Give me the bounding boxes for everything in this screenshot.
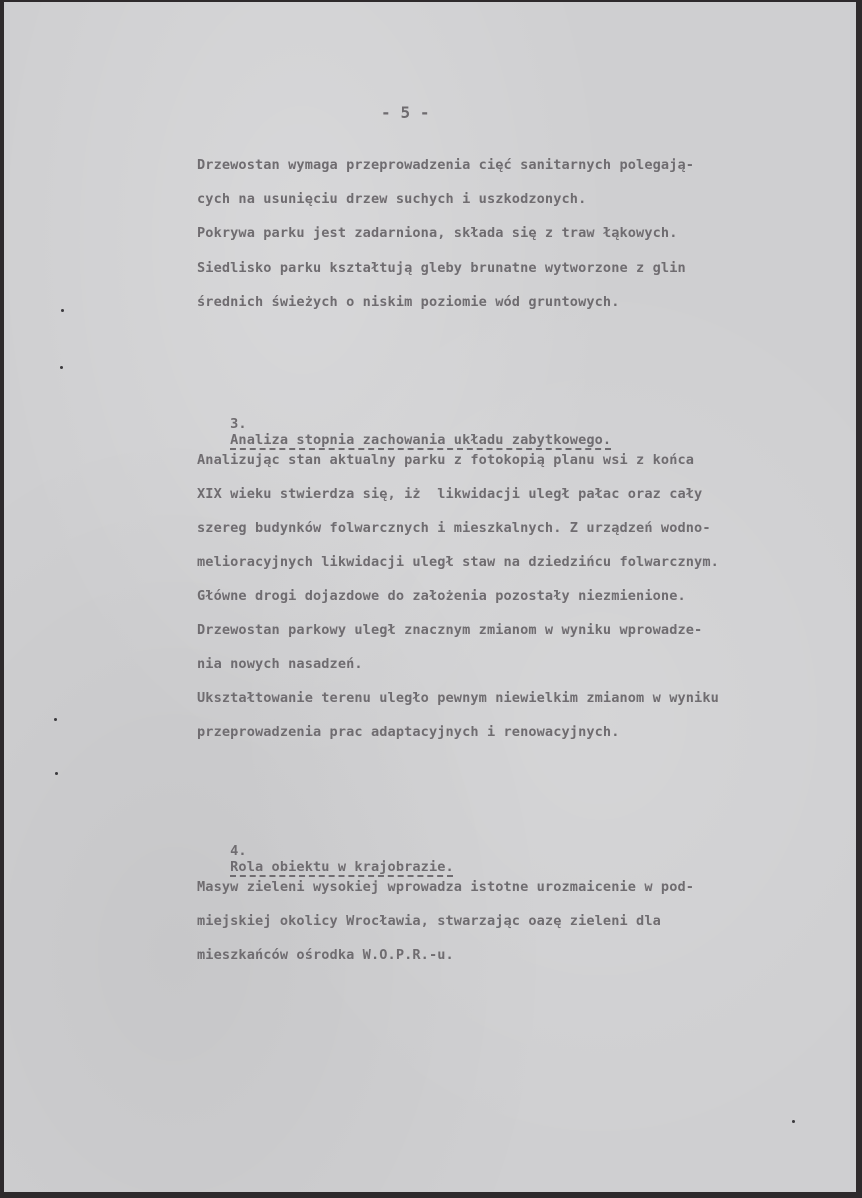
page-number: - 5 - bbox=[381, 103, 430, 122]
paper-speck bbox=[792, 1120, 795, 1123]
text-line: Główne drogi dojazdowe do założenia pozostały niezmienione. bbox=[197, 588, 686, 604]
text-line: Ukształtowanie terenu uległo pewnym niewielkim zmianom w wyniku bbox=[197, 690, 719, 706]
paper-speck bbox=[61, 309, 64, 312]
text-line: nia nowych nasadzeń. bbox=[197, 656, 363, 672]
section-number: 4. bbox=[230, 843, 247, 859]
text-line: przeprowadzenia prac adaptacyjnych i renowacyjnych. bbox=[197, 724, 620, 740]
text-line: Drzewostan wymaga przeprowadzenia cięć sanitarnych polegają- bbox=[197, 157, 695, 173]
document-page bbox=[4, 2, 856, 1192]
paper-speck bbox=[55, 772, 58, 775]
text-line: szereg budynków folwarcznych i mieszkalnych. Z urządzeń wodno- bbox=[197, 520, 711, 536]
section-number: 3. bbox=[230, 416, 247, 432]
paper-speck bbox=[60, 366, 63, 369]
text-line: melioracyjnych likwidacji uległ staw na dziedzińcu folwarcznym. bbox=[197, 554, 719, 570]
section-title: Analiza stopnia zachowania układu zabytkowego. bbox=[230, 432, 612, 448]
text-line: Masyw zieleni wysokiej wprowadza istotne urozmaicenie w pod- bbox=[197, 879, 695, 895]
text-line: Pokrywa parku jest zadarniona, składa się z traw łąkowych. bbox=[197, 225, 678, 241]
section-title: Rola obiektu w krajobrazie. bbox=[230, 859, 454, 875]
text-line: mieszkańców ośrodka W.O.P.R.-u. bbox=[197, 947, 454, 963]
text-line: cych na usunięciu drzew suchych i uszkodzonych. bbox=[197, 191, 587, 207]
text-line: Siedlisko parku kształtują gleby brunatne wytworzone z glin bbox=[197, 260, 686, 276]
text-line: miejskiej okolicy Wrocławia, stwarzając oazę zieleni dla bbox=[197, 913, 661, 929]
text-line: XIX wieku stwierdza się, iż likwidacji uległ pałac oraz cały bbox=[197, 486, 703, 502]
text-line: Analizując stan aktualny parku z fotokopią planu wsi z końca bbox=[197, 452, 695, 468]
text-line: Drzewostan parkowy uległ znacznym zmianom w wyniku wprowadze- bbox=[197, 622, 703, 638]
paper-speck bbox=[54, 718, 57, 721]
text-line: średnich świeżych o niskim poziomie wód gruntowych. bbox=[197, 294, 620, 310]
